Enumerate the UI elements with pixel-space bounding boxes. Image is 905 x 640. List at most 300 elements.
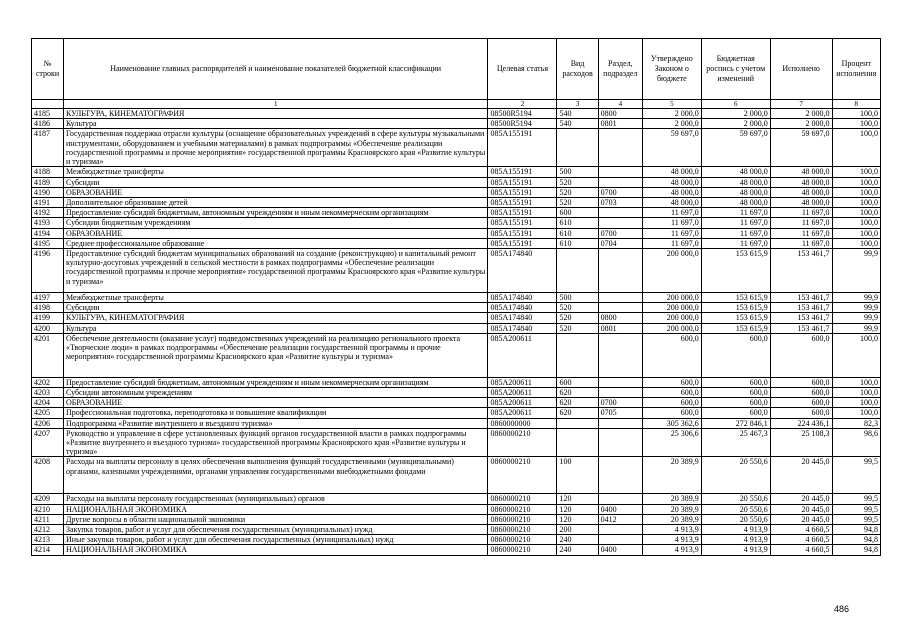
name-cell: Субсидии bbox=[63, 303, 488, 313]
name-cell: ОБРАЗОВАНИЕ bbox=[63, 187, 488, 197]
expense-type-cell: 520 bbox=[557, 187, 598, 197]
approved-cell: 600,0 bbox=[642, 398, 701, 408]
row-number-cell: 4206 bbox=[32, 418, 64, 428]
name-cell: Среднее профессиональное образование bbox=[63, 238, 488, 248]
section-cell bbox=[598, 177, 642, 187]
executed-cell: 224 436,1 bbox=[770, 418, 832, 428]
expense-type-cell: 100 bbox=[557, 457, 598, 494]
executed-cell: 20 445,0 bbox=[770, 514, 832, 524]
budget-schedule-cell: 600,0 bbox=[701, 333, 770, 377]
column-number: 5 bbox=[642, 100, 701, 109]
name-cell: НАЦИОНАЛЬНАЯ ЭКОНОМИКА bbox=[63, 545, 488, 555]
expense-type-cell: 540 bbox=[557, 119, 598, 129]
section-cell bbox=[598, 208, 642, 218]
target-article-cell: 085A200611 bbox=[488, 398, 557, 408]
approved-cell: 200 000,0 bbox=[642, 293, 701, 303]
budget-schedule-cell: 4 913,9 bbox=[701, 525, 770, 535]
section-cell bbox=[598, 525, 642, 535]
percent-cell: 99,5 bbox=[832, 504, 880, 514]
executed-cell: 11 697,0 bbox=[770, 218, 832, 228]
approved-cell: 25 306,6 bbox=[642, 428, 701, 457]
row-number-cell: 4187 bbox=[32, 129, 64, 167]
budget-table bbox=[31, 38, 881, 556]
table-row bbox=[32, 129, 881, 167]
column-number: 1 bbox=[63, 100, 488, 109]
budget-schedule-cell: 11 697,0 bbox=[701, 218, 770, 228]
target-article-cell: 08500R5194 bbox=[488, 119, 557, 129]
budget-schedule-cell: 153 615,9 bbox=[701, 249, 770, 293]
table-row bbox=[32, 303, 881, 313]
name-cell: Субсидии автономным учреждениям bbox=[63, 388, 488, 398]
name-cell: Государственная поддержка отрасли культуры (оснащение образовательных учреждений в сфере культуры музыкальными инструментами, оборудованием и учебными материалами) в рамках подпрограммы «Обеспечение реализации государственной программы и прочие мероприятия» государственной программы Красноярского края «Развитие культуры и туризма» bbox=[63, 129, 488, 167]
budget-schedule-cell: 2 000,0 bbox=[701, 109, 770, 119]
percent-cell: 99,9 bbox=[832, 293, 880, 303]
percent-cell: 99,5 bbox=[832, 457, 880, 494]
approved-cell: 48 000,0 bbox=[642, 187, 701, 197]
percent-cell: 100,0 bbox=[832, 377, 880, 387]
budget-schedule-cell: 48 000,0 bbox=[701, 177, 770, 187]
name-cell: Профессиональная подготовка, переподготовка и повышение квалификации bbox=[63, 408, 488, 418]
approved-cell: 600,0 bbox=[642, 388, 701, 398]
row-number-cell: 4193 bbox=[32, 218, 64, 228]
table-row bbox=[32, 293, 881, 303]
row-number-cell: 4203 bbox=[32, 388, 64, 398]
budget-schedule-cell: 600,0 bbox=[701, 377, 770, 387]
executed-cell: 153 461,7 bbox=[770, 303, 832, 313]
name-cell: Предоставление субсидий бюджетам муниципальных образований на создание (реконструкцию) и капитальный ремонт культурно-досуговых учреждений в сельской местности в рамках подпрограммы «Обеспечение реализации государственной программы и прочие мероприятия» государственной программы Красноярского края «Развитие культуры и туризма» bbox=[63, 249, 488, 293]
budget-schedule-cell: 2 000,0 bbox=[701, 119, 770, 129]
section-cell: 0400 bbox=[598, 504, 642, 514]
percent-cell: 94,8 bbox=[832, 545, 880, 555]
approved-cell: 4 913,9 bbox=[642, 535, 701, 545]
target-article-cell: 0860000210 bbox=[488, 494, 557, 504]
budget-schedule-cell: 48 000,0 bbox=[701, 167, 770, 177]
table-row bbox=[32, 525, 881, 535]
executed-cell: 2 000,0 bbox=[770, 109, 832, 119]
table-row bbox=[32, 398, 881, 408]
row-number-cell: 4205 bbox=[32, 408, 64, 418]
name-cell: ОБРАЗОВАНИЕ bbox=[63, 228, 488, 238]
section-cell: 0700 bbox=[598, 398, 642, 408]
name-cell: Расходы на выплаты персоналу государственных (муниципальных) органов bbox=[63, 494, 488, 504]
section-cell: 0412 bbox=[598, 514, 642, 524]
column-number: 8 bbox=[832, 100, 880, 109]
row-number-cell: 4212 bbox=[32, 525, 64, 535]
section-cell bbox=[598, 428, 642, 457]
section-cell bbox=[598, 333, 642, 377]
approved-cell: 4 913,9 bbox=[642, 525, 701, 535]
expense-type-cell: 620 bbox=[557, 388, 598, 398]
expense-type-cell: 520 bbox=[557, 198, 598, 208]
target-article-cell: 085A155191 bbox=[488, 177, 557, 187]
target-article-cell: 085A200611 bbox=[488, 408, 557, 418]
row-number-cell: 4202 bbox=[32, 377, 64, 387]
percent-cell: 99,9 bbox=[832, 249, 880, 293]
executed-cell: 4 660,5 bbox=[770, 535, 832, 545]
budget-schedule-cell: 20 550,6 bbox=[701, 514, 770, 524]
target-article-cell: 085A155191 bbox=[488, 208, 557, 218]
table-row bbox=[32, 408, 881, 418]
section-cell: 0700 bbox=[598, 187, 642, 197]
target-article-cell: 08500R5194 bbox=[488, 109, 557, 119]
row-number-cell: 4209 bbox=[32, 494, 64, 504]
percent-cell: 99,9 bbox=[832, 323, 880, 333]
target-article-cell: 0860000210 bbox=[488, 457, 557, 494]
section-cell bbox=[598, 388, 642, 398]
target-article-cell: 085A155191 bbox=[488, 228, 557, 238]
expense-type-cell: 200 bbox=[557, 525, 598, 535]
percent-cell: 94,8 bbox=[832, 535, 880, 545]
expense-type-cell bbox=[557, 428, 598, 457]
table-row bbox=[32, 514, 881, 524]
approved-cell: 20 389,9 bbox=[642, 494, 701, 504]
section-cell bbox=[598, 167, 642, 177]
section-cell bbox=[598, 457, 642, 494]
target-article-cell: 085A155191 bbox=[488, 218, 557, 228]
target-article-cell: 085A174840 bbox=[488, 303, 557, 313]
percent-cell: 100,0 bbox=[832, 198, 880, 208]
table-row bbox=[32, 494, 881, 504]
expense-type-cell bbox=[557, 129, 598, 167]
executed-cell: 600,0 bbox=[770, 408, 832, 418]
section-cell bbox=[598, 293, 642, 303]
approved-cell: 20 389,9 bbox=[642, 514, 701, 524]
percent-cell: 100,0 bbox=[832, 228, 880, 238]
section-cell: 0800 bbox=[598, 313, 642, 323]
row-number-cell: 4195 bbox=[32, 238, 64, 248]
expense-type-cell: 240 bbox=[557, 545, 598, 555]
approved-cell: 20 389,9 bbox=[642, 457, 701, 494]
percent-cell: 100,0 bbox=[832, 129, 880, 167]
name-cell: Руководство и управление в сфере установленных функций органов государственной власти в рамках подпрограммы «Развитие внутреннего и въездного туризма» государственной программы Красноярского края «Развитие культуры и туризма» bbox=[63, 428, 488, 457]
section-cell: 0704 bbox=[598, 238, 642, 248]
budget-schedule-cell: 11 697,0 bbox=[701, 228, 770, 238]
table-row bbox=[32, 109, 881, 119]
percent-cell: 100,0 bbox=[832, 218, 880, 228]
budget-schedule-cell: 11 697,0 bbox=[701, 208, 770, 218]
row-number-cell: 4192 bbox=[32, 208, 64, 218]
target-article-cell: 085A200611 bbox=[488, 388, 557, 398]
target-article-cell: 0860000210 bbox=[488, 545, 557, 555]
row-number-cell: 4196 bbox=[32, 249, 64, 293]
target-article-cell: 085A174840 bbox=[488, 323, 557, 333]
executed-cell: 59 697,0 bbox=[770, 129, 832, 167]
table-row bbox=[32, 187, 881, 197]
table-row bbox=[32, 218, 881, 228]
table-row bbox=[32, 208, 881, 218]
budget-schedule-cell: 11 697,0 bbox=[701, 238, 770, 248]
expense-type-cell: 520 bbox=[557, 303, 598, 313]
row-number-cell: 4214 bbox=[32, 545, 64, 555]
percent-cell: 100,0 bbox=[832, 208, 880, 218]
approved-cell: 2 000,0 bbox=[642, 109, 701, 119]
expense-type-cell: 610 bbox=[557, 228, 598, 238]
row-number-cell: 4208 bbox=[32, 457, 64, 494]
percent-cell: 99,9 bbox=[832, 303, 880, 313]
row-number-cell: 4204 bbox=[32, 398, 64, 408]
column-number: 4 bbox=[598, 100, 642, 109]
expense-type-cell bbox=[557, 333, 598, 377]
percent-cell: 99,5 bbox=[832, 494, 880, 504]
budget-schedule-cell: 48 000,0 bbox=[701, 187, 770, 197]
executed-cell: 20 445,0 bbox=[770, 504, 832, 514]
name-cell: Закупка товаров, работ и услуг для обеспечения государственных (муниципальных) нужд bbox=[63, 525, 488, 535]
percent-cell: 100,0 bbox=[832, 398, 880, 408]
name-cell: НАЦИОНАЛЬНАЯ ЭКОНОМИКА bbox=[63, 504, 488, 514]
target-article-cell: 085A174840 bbox=[488, 313, 557, 323]
header-expense-type: Вид расходов bbox=[557, 39, 598, 100]
column-number: 2 bbox=[488, 100, 557, 109]
expense-type-cell: 500 bbox=[557, 167, 598, 177]
budget-schedule-cell: 153 615,9 bbox=[701, 313, 770, 323]
expense-type-cell: 520 bbox=[557, 177, 598, 187]
row-number-cell: 4190 bbox=[32, 187, 64, 197]
table-header-row bbox=[32, 39, 881, 100]
approved-cell: 20 389,9 bbox=[642, 504, 701, 514]
column-number: 7 bbox=[770, 100, 832, 109]
table-row bbox=[32, 198, 881, 208]
name-cell: Межбюджетные трансферты bbox=[63, 167, 488, 177]
expense-type-cell: 540 bbox=[557, 109, 598, 119]
section-cell bbox=[598, 377, 642, 387]
executed-cell: 4 660,5 bbox=[770, 525, 832, 535]
budget-schedule-cell: 4 913,9 bbox=[701, 545, 770, 555]
approved-cell: 200 000,0 bbox=[642, 323, 701, 333]
table-row bbox=[32, 228, 881, 238]
target-article-cell: 0860000210 bbox=[488, 428, 557, 457]
expense-type-cell: 620 bbox=[557, 398, 598, 408]
approved-cell: 11 697,0 bbox=[642, 218, 701, 228]
section-cell bbox=[598, 494, 642, 504]
approved-cell: 305 362,6 bbox=[642, 418, 701, 428]
row-number-cell: 4199 bbox=[32, 313, 64, 323]
section-cell bbox=[598, 129, 642, 167]
row-number-cell: 4198 bbox=[32, 303, 64, 313]
executed-cell: 2 000,0 bbox=[770, 119, 832, 129]
percent-cell: 100,0 bbox=[832, 238, 880, 248]
table-row bbox=[32, 418, 881, 428]
name-cell: Культура bbox=[63, 323, 488, 333]
executed-cell: 48 000,0 bbox=[770, 187, 832, 197]
row-number-cell: 4200 bbox=[32, 323, 64, 333]
executed-cell: 25 108,3 bbox=[770, 428, 832, 457]
section-cell: 0705 bbox=[598, 408, 642, 418]
expense-type-cell: 600 bbox=[557, 377, 598, 387]
header-section: Раздел, подраздел bbox=[598, 39, 642, 100]
name-cell: Субсидии бюджетным учреждениям bbox=[63, 218, 488, 228]
budget-schedule-cell: 272 846,1 bbox=[701, 418, 770, 428]
row-number-cell: 4207 bbox=[32, 428, 64, 457]
table-row bbox=[32, 535, 881, 545]
target-article-cell: 085A155191 bbox=[488, 198, 557, 208]
page-number: 486 bbox=[834, 604, 850, 614]
budget-schedule-cell: 153 615,9 bbox=[701, 293, 770, 303]
percent-cell: 100,0 bbox=[832, 333, 880, 377]
expense-type-cell: 520 bbox=[557, 323, 598, 333]
executed-cell: 11 697,0 bbox=[770, 228, 832, 238]
budget-schedule-cell: 600,0 bbox=[701, 388, 770, 398]
target-article-cell: 085A155191 bbox=[488, 129, 557, 167]
row-number-cell: 4213 bbox=[32, 535, 64, 545]
approved-cell: 11 697,0 bbox=[642, 228, 701, 238]
expense-type-cell: 620 bbox=[557, 408, 598, 418]
budget-schedule-cell: 600,0 bbox=[701, 398, 770, 408]
percent-cell: 100,0 bbox=[832, 388, 880, 398]
table-row bbox=[32, 545, 881, 555]
section-cell: 0801 bbox=[598, 119, 642, 129]
target-article-cell: 085A174840 bbox=[488, 249, 557, 293]
percent-cell: 100,0 bbox=[832, 167, 880, 177]
approved-cell: 200 000,0 bbox=[642, 303, 701, 313]
percent-cell: 98,6 bbox=[832, 428, 880, 457]
budget-schedule-cell: 48 000,0 bbox=[701, 198, 770, 208]
row-number-cell: 4188 bbox=[32, 167, 64, 177]
name-cell: Предоставление субсидий бюджетным, автономным учреждениям и иным некоммерческим организациям bbox=[63, 208, 488, 218]
header-target-article: Целевая статья bbox=[488, 39, 557, 100]
budget-schedule-cell: 20 550,6 bbox=[701, 457, 770, 494]
table-row bbox=[32, 249, 881, 293]
approved-cell: 4 913,9 bbox=[642, 545, 701, 555]
row-number-cell: 4197 bbox=[32, 293, 64, 303]
name-cell: Иные закупки товаров, работ и услуг для обеспечения государственных (муниципальных) нужд bbox=[63, 535, 488, 545]
budget-schedule-cell: 25 467,3 bbox=[701, 428, 770, 457]
section-cell bbox=[598, 418, 642, 428]
executed-cell: 600,0 bbox=[770, 398, 832, 408]
target-article-cell: 085A155191 bbox=[488, 238, 557, 248]
section-cell bbox=[598, 249, 642, 293]
table-row bbox=[32, 167, 881, 177]
name-cell: Межбюджетные трансферты bbox=[63, 293, 488, 303]
row-number-cell: 4210 bbox=[32, 504, 64, 514]
budget-schedule-cell: 153 615,9 bbox=[701, 303, 770, 313]
table-row bbox=[32, 377, 881, 387]
expense-type-cell: 610 bbox=[557, 238, 598, 248]
row-number-cell: 4189 bbox=[32, 177, 64, 187]
executed-cell: 48 000,0 bbox=[770, 167, 832, 177]
header-approved: Утверждено Законом о бюджете bbox=[642, 39, 701, 100]
row-number-cell: 4185 bbox=[32, 109, 64, 119]
header-budget-schedule: Бюджетная роспись с учетом изменений bbox=[701, 39, 770, 100]
executed-cell: 48 000,0 bbox=[770, 198, 832, 208]
name-cell: Обеспечение деятельности (оказание услуг) подведомственных учреждений на реализацию регионального проекта «Творческие люди» в рамках подпрограммы «Обеспечение реализации государственной программы и прочие мероприятия» государственной программы Красноярского края «Развитие культуры и туризма» bbox=[63, 333, 488, 377]
percent-cell: 99,9 bbox=[832, 313, 880, 323]
table-row bbox=[32, 428, 881, 457]
expense-type-cell bbox=[557, 418, 598, 428]
executed-cell: 11 697,0 bbox=[770, 208, 832, 218]
target-article-cell: 0860000210 bbox=[488, 535, 557, 545]
section-cell: 0801 bbox=[598, 323, 642, 333]
column-number-row bbox=[32, 100, 881, 109]
column-number bbox=[32, 100, 64, 109]
approved-cell: 200 000,0 bbox=[642, 249, 701, 293]
target-article-cell: 0860000210 bbox=[488, 525, 557, 535]
budget-schedule-cell: 153 615,9 bbox=[701, 323, 770, 333]
target-article-cell: 085A200611 bbox=[488, 333, 557, 377]
expense-type-cell: 120 bbox=[557, 504, 598, 514]
header-name: Наименование главных распорядителей и наименование показателей бюджетной классификации bbox=[63, 39, 488, 100]
name-cell: Дополнительное образование детей bbox=[63, 198, 488, 208]
expense-type-cell: 600 bbox=[557, 208, 598, 218]
approved-cell: 200 000,0 bbox=[642, 313, 701, 323]
approved-cell: 11 697,0 bbox=[642, 208, 701, 218]
table-row bbox=[32, 388, 881, 398]
target-article-cell: 085A200611 bbox=[488, 377, 557, 387]
table-row bbox=[32, 323, 881, 333]
executed-cell: 153 461,7 bbox=[770, 249, 832, 293]
header-percent: Процент исполнения bbox=[832, 39, 880, 100]
executed-cell: 11 697,0 bbox=[770, 238, 832, 248]
row-number-cell: 4194 bbox=[32, 228, 64, 238]
expense-type-cell: 610 bbox=[557, 218, 598, 228]
target-article-cell: 085A155191 bbox=[488, 187, 557, 197]
table-row bbox=[32, 119, 881, 129]
name-cell: Расходы на выплаты персоналу в целях обеспечения выполнения функций государственными (муниципальными) органами, казенными учреждениями, органами управления государственными внебюджетными фондами bbox=[63, 457, 488, 494]
column-number: 3 bbox=[557, 100, 598, 109]
target-article-cell: 0860000210 bbox=[488, 504, 557, 514]
percent-cell: 99,5 bbox=[832, 514, 880, 524]
table-row bbox=[32, 457, 881, 494]
percent-cell: 82,3 bbox=[832, 418, 880, 428]
expense-type-cell: 120 bbox=[557, 494, 598, 504]
target-article-cell: 085A155191 bbox=[488, 167, 557, 177]
executed-cell: 20 445,0 bbox=[770, 457, 832, 494]
executed-cell: 600,0 bbox=[770, 333, 832, 377]
table-row bbox=[32, 177, 881, 187]
row-number-cell: 4191 bbox=[32, 198, 64, 208]
name-cell: Подпрограмма «Развитие внутреннего и въездного туризма» bbox=[63, 418, 488, 428]
executed-cell: 600,0 bbox=[770, 377, 832, 387]
approved-cell: 59 697,0 bbox=[642, 129, 701, 167]
executed-cell: 20 445,0 bbox=[770, 494, 832, 504]
budget-schedule-cell: 59 697,0 bbox=[701, 129, 770, 167]
name-cell: Другие вопросы в области национальной экономики bbox=[63, 514, 488, 524]
expense-type-cell: 500 bbox=[557, 293, 598, 303]
budget-schedule-cell: 4 913,9 bbox=[701, 535, 770, 545]
executed-cell: 153 461,7 bbox=[770, 313, 832, 323]
name-cell: Субсидии bbox=[63, 177, 488, 187]
target-article-cell: 0860000000 bbox=[488, 418, 557, 428]
approved-cell: 600,0 bbox=[642, 377, 701, 387]
column-number: 6 bbox=[701, 100, 770, 109]
name-cell: Культура bbox=[63, 119, 488, 129]
name-cell: КУЛЬТУРА, КИНЕМАТОГРАФИЯ bbox=[63, 313, 488, 323]
executed-cell: 153 461,7 bbox=[770, 293, 832, 303]
approved-cell: 600,0 bbox=[642, 333, 701, 377]
section-cell: 0400 bbox=[598, 545, 642, 555]
section-cell bbox=[598, 535, 642, 545]
table-row bbox=[32, 504, 881, 514]
approved-cell: 48 000,0 bbox=[642, 167, 701, 177]
approved-cell: 48 000,0 bbox=[642, 198, 701, 208]
target-article-cell: 085A174840 bbox=[488, 293, 557, 303]
expense-type-cell bbox=[557, 249, 598, 293]
executed-cell: 4 660,5 bbox=[770, 545, 832, 555]
approved-cell: 2 000,0 bbox=[642, 119, 701, 129]
percent-cell: 100,0 bbox=[832, 177, 880, 187]
section-cell bbox=[598, 218, 642, 228]
percent-cell: 100,0 bbox=[832, 109, 880, 119]
executed-cell: 48 000,0 bbox=[770, 177, 832, 187]
percent-cell: 100,0 bbox=[832, 119, 880, 129]
section-cell: 0800 bbox=[598, 109, 642, 119]
row-number-cell: 4211 bbox=[32, 514, 64, 524]
approved-cell: 48 000,0 bbox=[642, 177, 701, 187]
expense-type-cell: 240 bbox=[557, 535, 598, 545]
budget-schedule-cell: 20 550,6 bbox=[701, 494, 770, 504]
row-number-cell: 4186 bbox=[32, 119, 64, 129]
executed-cell: 153 461,7 bbox=[770, 323, 832, 333]
table-row bbox=[32, 313, 881, 323]
